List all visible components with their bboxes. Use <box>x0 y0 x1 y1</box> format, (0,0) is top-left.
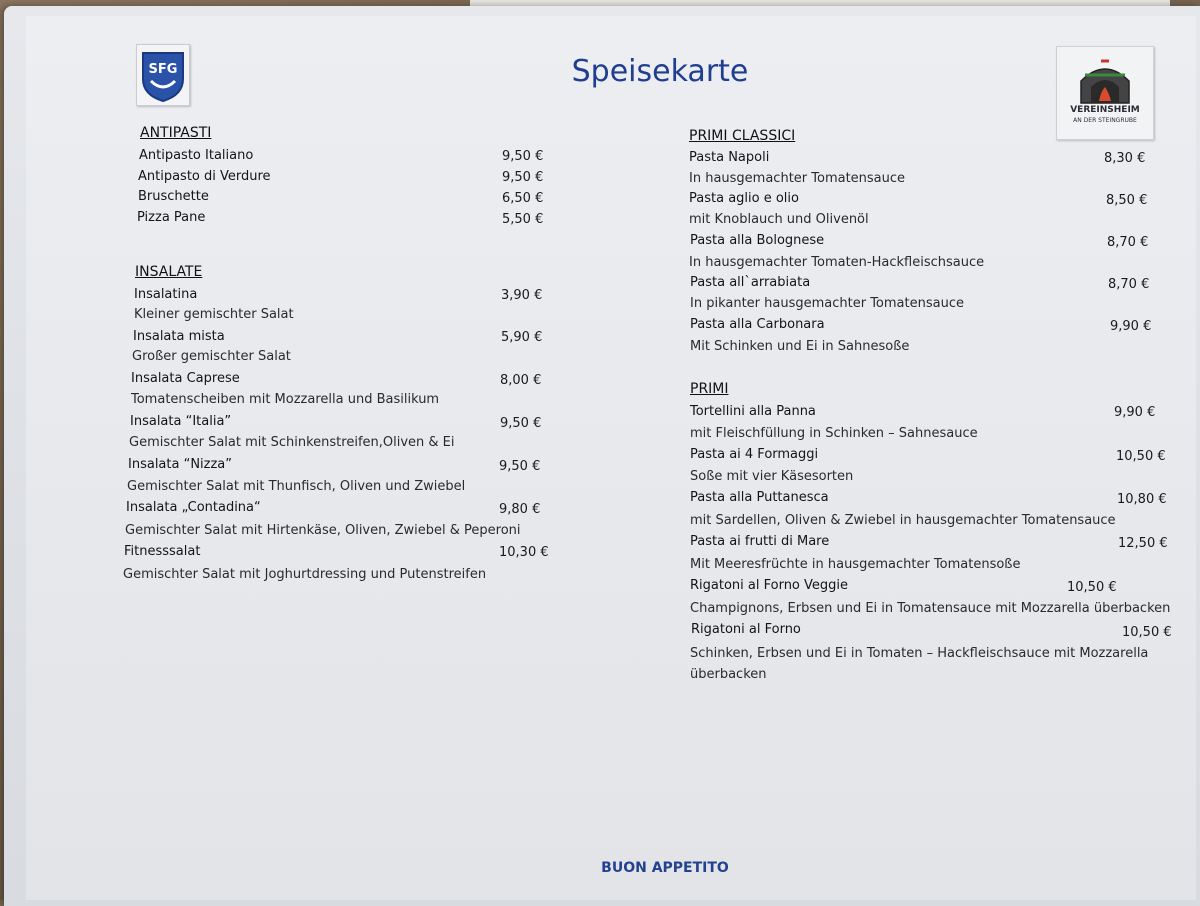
menu-item-name: Insalata “Italia” <box>130 414 232 429</box>
menu-item-description: Mit Schinken und Ei in Sahnesoße <box>690 339 910 354</box>
restaurant-logo-name: VEREINSHEIM <box>1070 105 1140 115</box>
menu-item-name: Insalata mista <box>133 329 225 344</box>
menu-item-description: Mit Meeresfrüchte in hausgemachter Tomatensoße <box>690 557 1021 572</box>
menu-item-description-continued: überbacken <box>690 667 767 682</box>
menu-item-price: 8,30 € <box>1104 151 1146 166</box>
menu-item-name: Insalata Caprese <box>131 371 240 386</box>
menu-item-name: Rigatoni al Forno Veggie <box>690 578 849 593</box>
menu-item-name: Bruschette <box>138 189 209 204</box>
menu-item-description: Schinken, Erbsen und Ei in Tomaten – Hackfleischsauce mit Mozzarella <box>690 646 1149 661</box>
shield-icon <box>137 45 189 105</box>
menu-item-description: In hausgemachter Tomaten-Hackfleischsauce <box>689 255 985 270</box>
club-logo <box>136 44 190 106</box>
menu-item-price: 10,30 € <box>499 545 549 560</box>
menu-item-description: mit Fleischfüllung in Schinken – Sahnesauce <box>690 426 978 441</box>
section-title-insalate: INSALATE <box>135 264 203 280</box>
restaurant-logo-subtitle: AN DER STEINGRUBE <box>1073 117 1137 124</box>
menu-item-name: Pasta ai frutti di Mare <box>690 534 830 549</box>
oven-icon <box>1057 51 1153 111</box>
menu-item-description: Soße mit vier Käsesorten <box>690 469 854 484</box>
menu-item-name: Pasta alla Bolognese <box>690 233 825 248</box>
menu-item-name: Pasta alla Puttanesca <box>690 490 829 505</box>
menu-item-price: 10,50 € <box>1116 449 1166 464</box>
menu-item-description: Großer gemischter Salat <box>132 349 291 364</box>
menu-item-price: 9,50 € <box>502 170 544 185</box>
menu-item-price: 10,50 € <box>1067 580 1117 595</box>
menu-item-price: 3,90 € <box>501 288 543 303</box>
menu-item-name: Pasta all`arrabiata <box>690 275 811 290</box>
menu-item-name: Pasta alla Carbonara <box>690 317 825 332</box>
menu-item-price: 8,00 € <box>500 373 542 388</box>
menu-item-price: 9,90 € <box>1114 405 1156 420</box>
menu-item-name: Antipasto Italiano <box>139 148 254 163</box>
menu-item-name: Tortellini alla Panna <box>690 404 816 419</box>
menu-item-name: Antipasto di Verdure <box>138 169 271 184</box>
menu-item-price: 8,50 € <box>1106 193 1148 208</box>
menu-item-name: Insalata “Nizza” <box>128 457 233 472</box>
menu-item-price: 9,50 € <box>499 459 541 474</box>
menu-item-name: Rigatoni al Forno <box>691 622 801 637</box>
menu-item-price: 9,90 € <box>1110 319 1152 334</box>
page-title: Speisekarte <box>571 54 749 89</box>
menu-item-price: 10,80 € <box>1117 492 1167 507</box>
menu-item-description: In hausgemachter Tomatensauce <box>689 171 906 186</box>
club-logo-text: SFG <box>148 62 178 77</box>
menu-item-name: Pizza Pane <box>137 210 206 225</box>
menu-item-description: Gemischter Salat mit Joghurtdressing und Putenstreifen <box>123 567 487 582</box>
footer-text: BUON APPETITO <box>601 860 729 876</box>
menu-item-description: Kleiner gemischter Salat <box>134 307 294 322</box>
section-title-primi-classici: PRIMI CLASSICI <box>689 128 796 144</box>
menu-item-description: mit Knoblauch und Olivenöl <box>689 212 869 227</box>
menu-item-price: 5,50 € <box>502 212 544 227</box>
menu-item-price: 10,50 € <box>1122 625 1172 640</box>
menu-item-description: Tomatenscheiben mit Mozzarella und Basilikum <box>131 392 440 407</box>
menu-item-price: 12,50 € <box>1118 536 1168 551</box>
restaurant-logo <box>1056 46 1154 140</box>
menu-item-price: 6,50 € <box>502 191 544 206</box>
menu-item-price: 8,70 € <box>1107 235 1149 250</box>
menu-item-name: Pasta Napoli <box>689 150 770 165</box>
menu-item-price: 9,80 € <box>499 502 541 517</box>
menu-item-description: Gemischter Salat mit Schinkenstreifen,Oliven & Ei <box>129 435 455 450</box>
section-title-primi: PRIMI <box>690 381 729 397</box>
menu-item-price: 5,90 € <box>501 330 543 345</box>
menu-item-name: Insalata „Contadina“ <box>126 500 261 515</box>
menu-item-description: Gemischter Salat mit Hirtenkäse, Oliven, Zwiebel & Peperoni <box>125 523 521 538</box>
menu-item-description: mit Sardellen, Oliven & Zwiebel in hausgemachter Tomatensauce <box>690 513 1116 528</box>
menu-item-name: Fitnesssalat <box>124 544 201 559</box>
menu-item-description: Champignons, Erbsen und Ei in Tomatensauce mit Mozzarella überbacken <box>690 601 1171 616</box>
section-title-antipasti: ANTIPASTI <box>140 125 212 141</box>
menu-item-price: 9,50 € <box>500 416 542 431</box>
menu-item-name: Pasta ai 4 Formaggi <box>690 447 819 462</box>
menu-item-price: 8,70 € <box>1108 277 1150 292</box>
menu-item-description: Gemischter Salat mit Thunfisch, Oliven und Zwiebel <box>127 479 466 494</box>
menu-item-name: Pasta aglio e olio <box>689 191 799 206</box>
menu-item-description: In pikanter hausgemachter Tomatensauce <box>690 296 964 311</box>
menu-item-price: 9,50 € <box>502 149 544 164</box>
menu-item-name: Insalatina <box>134 287 198 302</box>
